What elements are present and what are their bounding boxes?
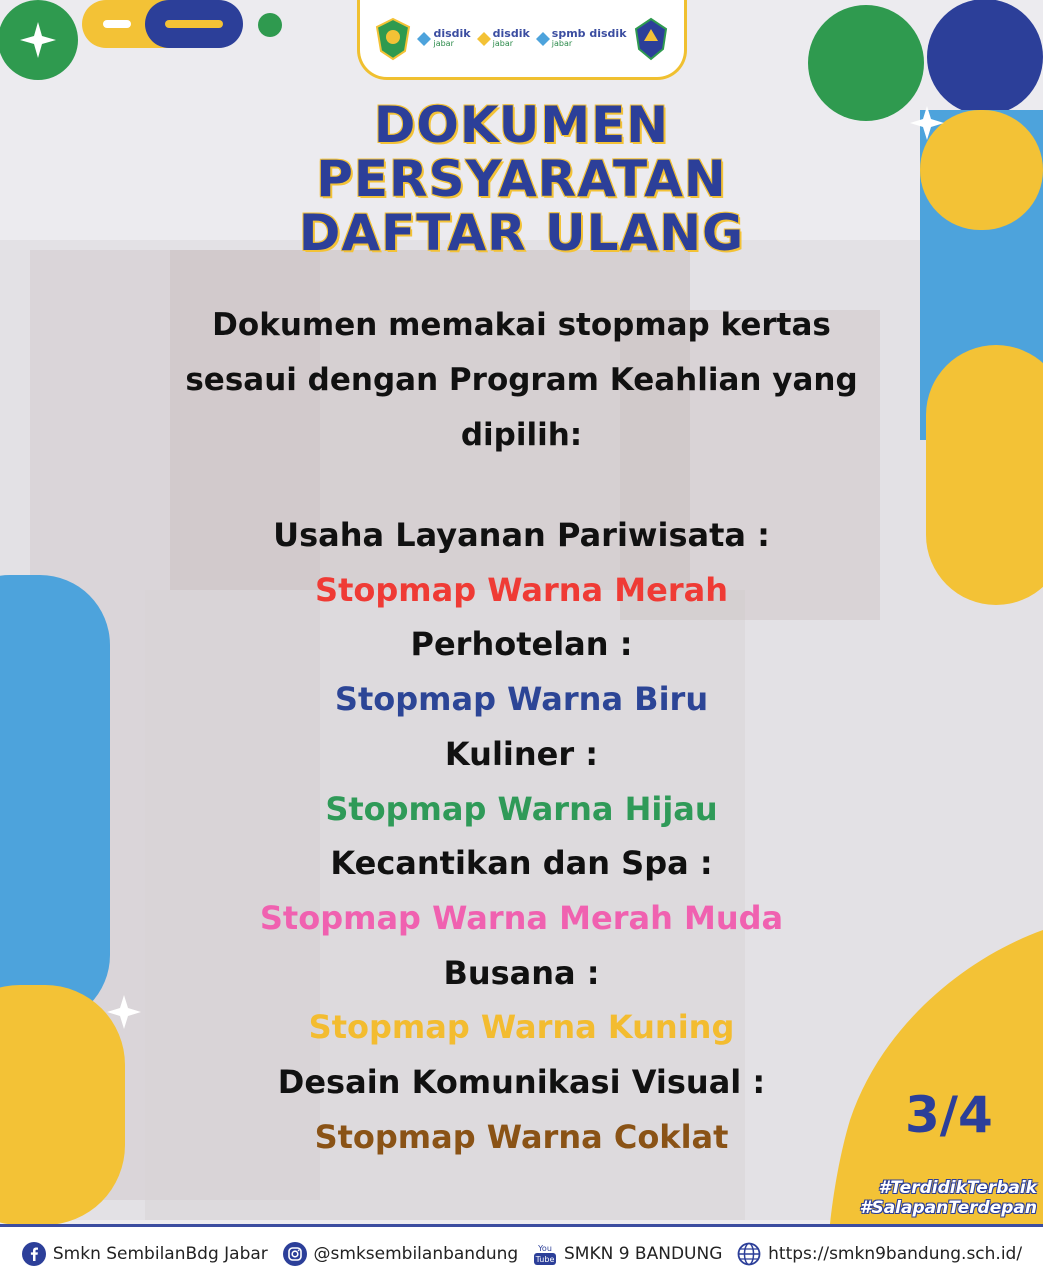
program-name: Usaha Layanan Pariwisata : [273, 516, 770, 554]
youtube-icon [532, 1241, 558, 1267]
hashtags [860, 1178, 1037, 1218]
logo-3-subtext: jabar [551, 38, 573, 48]
svg-text:You: You [538, 1243, 552, 1253]
logo-2-text: disdik [492, 26, 530, 40]
hashtag-2: #SalapanTerdepan [859, 1198, 1037, 1218]
facebook-icon [21, 1241, 47, 1267]
page-indicator: 3/4 [905, 1086, 993, 1144]
program-name: Kuliner : [444, 734, 599, 773]
title-line-3: DAFTAR ULANG [298, 204, 745, 262]
facebook-label: Smkn SembilanBdg Jabar [52, 1243, 268, 1264]
hashtag-1: #TerdidikTerbaik [878, 1178, 1037, 1198]
folder-color: Stopmap Warna Merah [315, 570, 728, 609]
logo-bar [357, 0, 687, 80]
svg-text:Tube: Tube [535, 1254, 555, 1264]
folder-color: Stopmap Warna Merah Muda [259, 898, 784, 937]
west-java-emblem-icon [375, 17, 411, 61]
globe-icon [736, 1241, 762, 1267]
program-name: Kecantikan dan Spa : [330, 844, 713, 883]
program-name: Desain Komunikasi Visual : [277, 1063, 766, 1102]
program-name: Perhotelan : [410, 625, 633, 664]
logo-cadisdik [477, 26, 530, 49]
logo-disdik-jabar [417, 26, 471, 49]
bandung-emblem-icon [633, 17, 669, 61]
intro-line-1: Dokumen memakai stopmap kertas [212, 307, 831, 343]
intro-line-2: sesaui dengan Program Keahlian yang [185, 362, 858, 398]
disdik-diamond-icon [536, 32, 550, 46]
folder-color: Stopmap Warna Biru [334, 680, 709, 719]
logo-1-text: disdik [433, 26, 471, 40]
folder-color: Stopmap Warna Hijau [325, 789, 718, 828]
instagram-label: @smksembilanbandung [313, 1243, 519, 1264]
youtube-link[interactable] [532, 1241, 722, 1267]
intro-line-3: dipilih: [460, 417, 583, 453]
folder-color: Stopmap Warna Coklat [314, 1117, 729, 1156]
instagram-link[interactable] [282, 1241, 519, 1267]
facebook-link[interactable] [21, 1241, 268, 1267]
page-title [0, 98, 1043, 260]
disdik-diamond-icon [477, 32, 491, 46]
logo-3-text: spmb disdik [551, 26, 627, 40]
logo-2-subtext: jabar [492, 38, 514, 48]
program-list [100, 508, 943, 1164]
program-name: Busana : [443, 953, 600, 992]
logo-spmb [536, 26, 627, 49]
folder-color: Stopmap Warna Kuning [308, 1008, 735, 1047]
instagram-icon [282, 1241, 308, 1267]
title-line-2: PERSYARATAN [316, 150, 727, 208]
logo-1-subtext: jabar [433, 38, 454, 48]
website-link[interactable] [736, 1241, 1022, 1267]
youtube-label: SMKN 9 BANDUNG [563, 1243, 723, 1264]
disdik-diamond-icon [417, 32, 431, 46]
website-label: https://smkn9bandung.sch.id/ [768, 1243, 1023, 1264]
social-footer [0, 1224, 1043, 1280]
title-line-1: DOKUMEN [373, 96, 670, 154]
intro-text [140, 298, 903, 463]
